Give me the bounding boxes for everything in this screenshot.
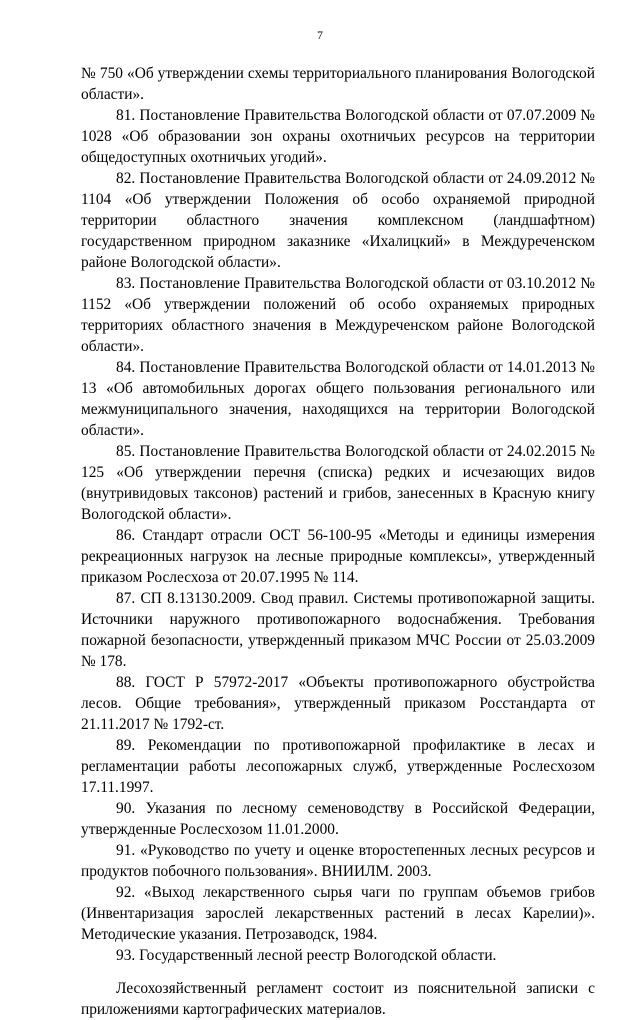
page-number: 7	[317, 30, 323, 42]
list-item: 86. Стандарт отрасли ОСТ 56-100-95 «Методы и единицы измерения рекреационных нагрузок на лесные природные комплексы», утвержденный приказом Рослесхоза от 20.07.1995 № 114.	[81, 527, 595, 586]
list-item: 89. Рекомендации по противопожарной профилактике в лесах и регламентации работы лесопожарных служб, утвержденные Рослесхозом 17.11.1997.	[81, 737, 595, 796]
closing-paragraph: Лесохозяйственный регламент состоит из пояснительной записки с приложениями картографических материалов.	[81, 980, 595, 1018]
list-item: 81. Постановление Правительства Вологодской области от 07.07.2009 № 1028 «Об образовании зон охраны охотничьих ресурсов на территории общедоступных охотничьих угодий».	[81, 107, 595, 166]
list-item: 84. Постановление Правительства Вологодской области от 14.01.2013 № 13 «Об автомобильных дорогах общего пользования регионального или межмуниципального значения, находящихся на территории Вологодской области».	[81, 359, 595, 439]
list-item: 88. ГОСТ Р 57972-2017 «Объекты противопожарного обустройства лесов. Общие требования», утвержденный приказом Росстандарта от 21.11.2017 № 1792-ст.	[81, 674, 595, 733]
list-item: 91. «Руководство по учету и оценке второстепенных лесных ресурсов и продуктов побочного пользования». ВНИИЛМ. 2003.	[81, 842, 595, 880]
list-item: 85. Постановление Правительства Вологодской области от 24.02.2015 № 125 «Об утверждении перечня (списка) редких и исчезающих видов (внутривидовых таксонов) растений и грибов, занесенных в Красную книгу Вологодской области».	[81, 443, 595, 523]
list-item: 83. Постановление Правительства Вологодской области от 03.10.2012 № 1152 «Об утверждении положений об особо охраняемых природных территориях областного значения в Междуреченском районе Вологодской области».	[81, 275, 595, 355]
document-body	[81, 63, 595, 1020]
continuation-paragraph: № 750 «Об утверждении схемы территориального планирования Вологодской области».	[81, 65, 595, 103]
list-item: 93. Государственный лесной реестр Вологодской области.	[116, 947, 497, 964]
list-item: 92. «Выход лекарственного сырья чаги по группам объемов грибов (Инвентаризация зарослей лекарственных растений в лесах Карелии)». Методические указания. Петрозаводск, 1984.	[81, 884, 595, 943]
list-item: 87. СП 8.13130.2009. Свод правил. Системы противопожарной защиты. Источники наружного противопожарного водоснабжения. Требования пожарной безопасности, утвержденный приказом МЧС России от 25.03.2009 № 178.	[81, 590, 595, 670]
list-item: 90. Указания по лесному семеноводству в Российской Федерации, утвержденные Рослесхозом 11.01.2000.	[81, 800, 595, 838]
list-item: 82. Постановление Правительства Вологодской области от 24.09.2012 № 1104 «Об утверждении Положения об особо охраняемой природной территории областного значения комплексном (ландшафтном) государственном природном заказнике «Ихалицкий» в Междуреченском районе Вологодской области».	[81, 170, 595, 271]
